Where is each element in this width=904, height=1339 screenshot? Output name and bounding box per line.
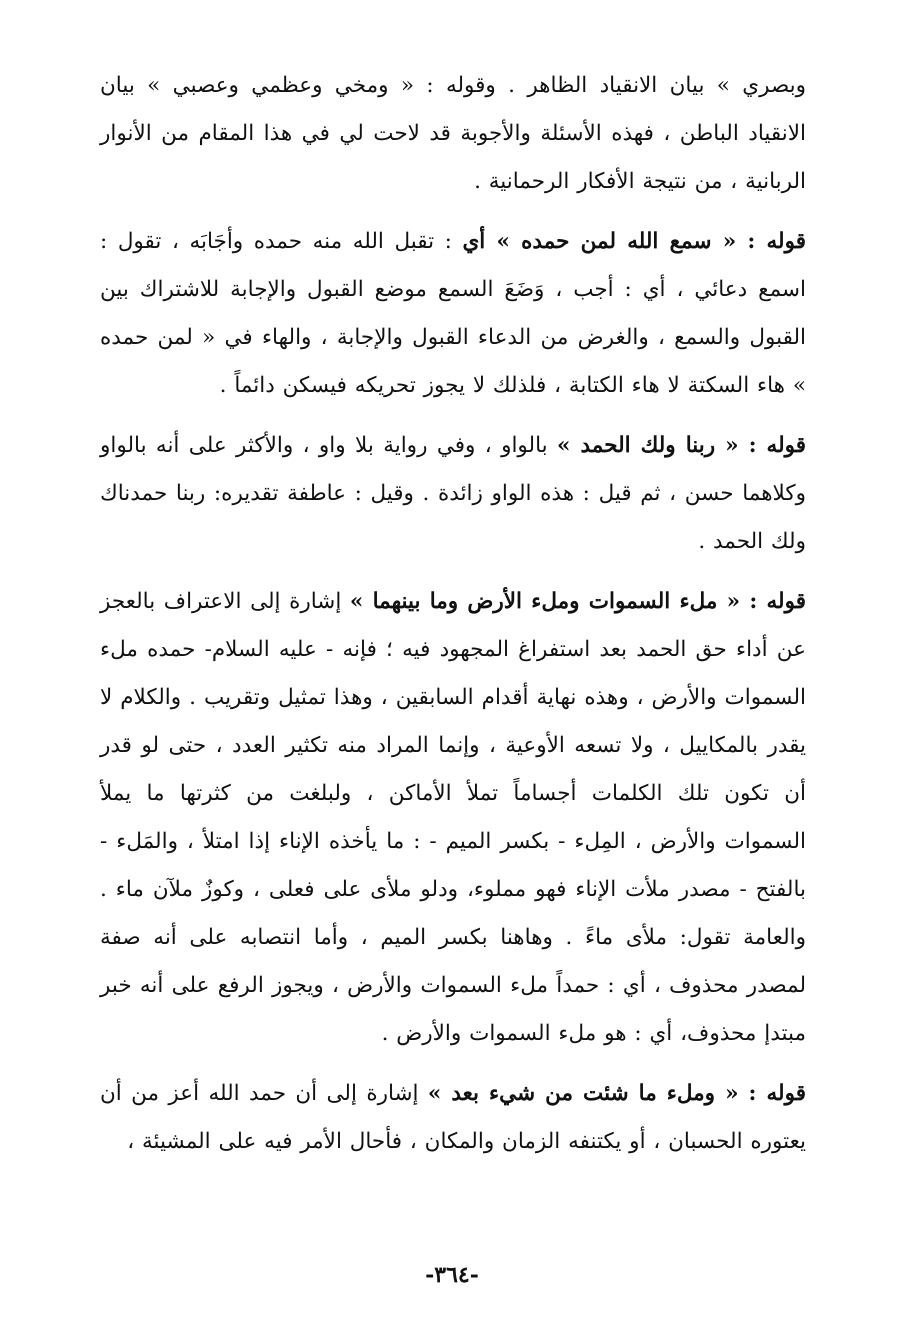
paragraph-5 [100, 1070, 806, 1166]
page-body [100, 62, 806, 1178]
paragraph-2 [100, 218, 806, 410]
paragraph-4-text: إشارة إلى الاعتراف بالعجز عن أداء حق الحمد بعد استفراغ المجهود فيه ؛ فإنه - عليه السلام- حمده ملء السموات والأرض ، وهذه نهاية أقدام السابقين ، وهذا تمثيل وتقريب . والكلام لا يقدر بالمكاييل ، ولا تسعه الأوعية ، وإنما المراد منه تكثير العدد ، حتى لو قدر أن تكون تلك الكلمات أجساماً تملأ الأماكن ، ولبلغت من كثرتها ما يملأ السموات والأرض ، المِلء - بكسر الميم - : ما يأخذه الإناء إذا امتلأ ، والمَلء - بالفتح - مصدر ملأت الإناء فهو مملوء، ودلو ملأى على فعلى ، وكوزٌ ملآن ماء . والعامة تقول: ملأى ماءً . وهاهنا بكسر الميم ، وأما انتصابه على أنه صفة لمصدر محذوف ، أي : حمداً ملء السموات والأرض ، ويجوز الرفع على أنه خبر مبتدإ محذوف، أي : هو ملء السموات والأرض . [100, 589, 806, 1046]
paragraph-3 [100, 422, 806, 566]
paragraph-4 [100, 578, 806, 1058]
paragraph-4-lead: قوله : « ملء السموات وملء الأرض وما بينهما » [349, 589, 806, 614]
paragraph-2-lead: قوله : « سمع الله لمن حمده » أي [462, 229, 806, 254]
paragraph-3-text: بالواو ، وفي رواية بلا واو ، والأكثر على أنه بالواو وكلاهما حسن ، ثم قيل : هذه الواو زائدة . وقيل : عاطفة تقديره: ربنا حمدناك ولك الحمد . [100, 433, 806, 554]
paragraph-2-text: : تقبل الله منه حمده وأجَابَه ، تقول : اسمع دعائي ، أي : أجب ، وَضَعَ السمع موضع القبول والإجابة للاشتراك بين القبول والسمع ، والغرض من الدعاء القبول والإجابة ، والهاء في « لمن حمده » هاء السكتة لا هاء الكتابة ، فلذلك لا يجوز تحريكه فيسكن دائماً . [100, 229, 806, 398]
paragraph-1 [100, 62, 806, 206]
paragraph-5-lead: قوله : « وملء ما شئت من شيء بعد » [427, 1081, 806, 1106]
page-number: -٣٦٤- [425, 1262, 479, 1288]
paragraph-5-text: إشارة إلى أن حمد الله أعز من أن يعتوره الحسبان ، أو يكتنفه الزمان والمكان ، فأحال الأمر فيه على المشيئة ، [100, 1081, 806, 1154]
paragraph-3-lead: قوله : « ربنا ولك الحمد » [557, 433, 807, 458]
paragraph-1-text: وبصري » بيان الانقياد الظاهر . وقوله : « ومخي وعظمي وعصبي » بيان الانقياد الباطن ، فهذه الأسئلة والأجوبة قد لاحت لي في هذا المقام من الأنوار الربانية ، من نتيجة الأفكار الرحمانية . [100, 73, 806, 194]
